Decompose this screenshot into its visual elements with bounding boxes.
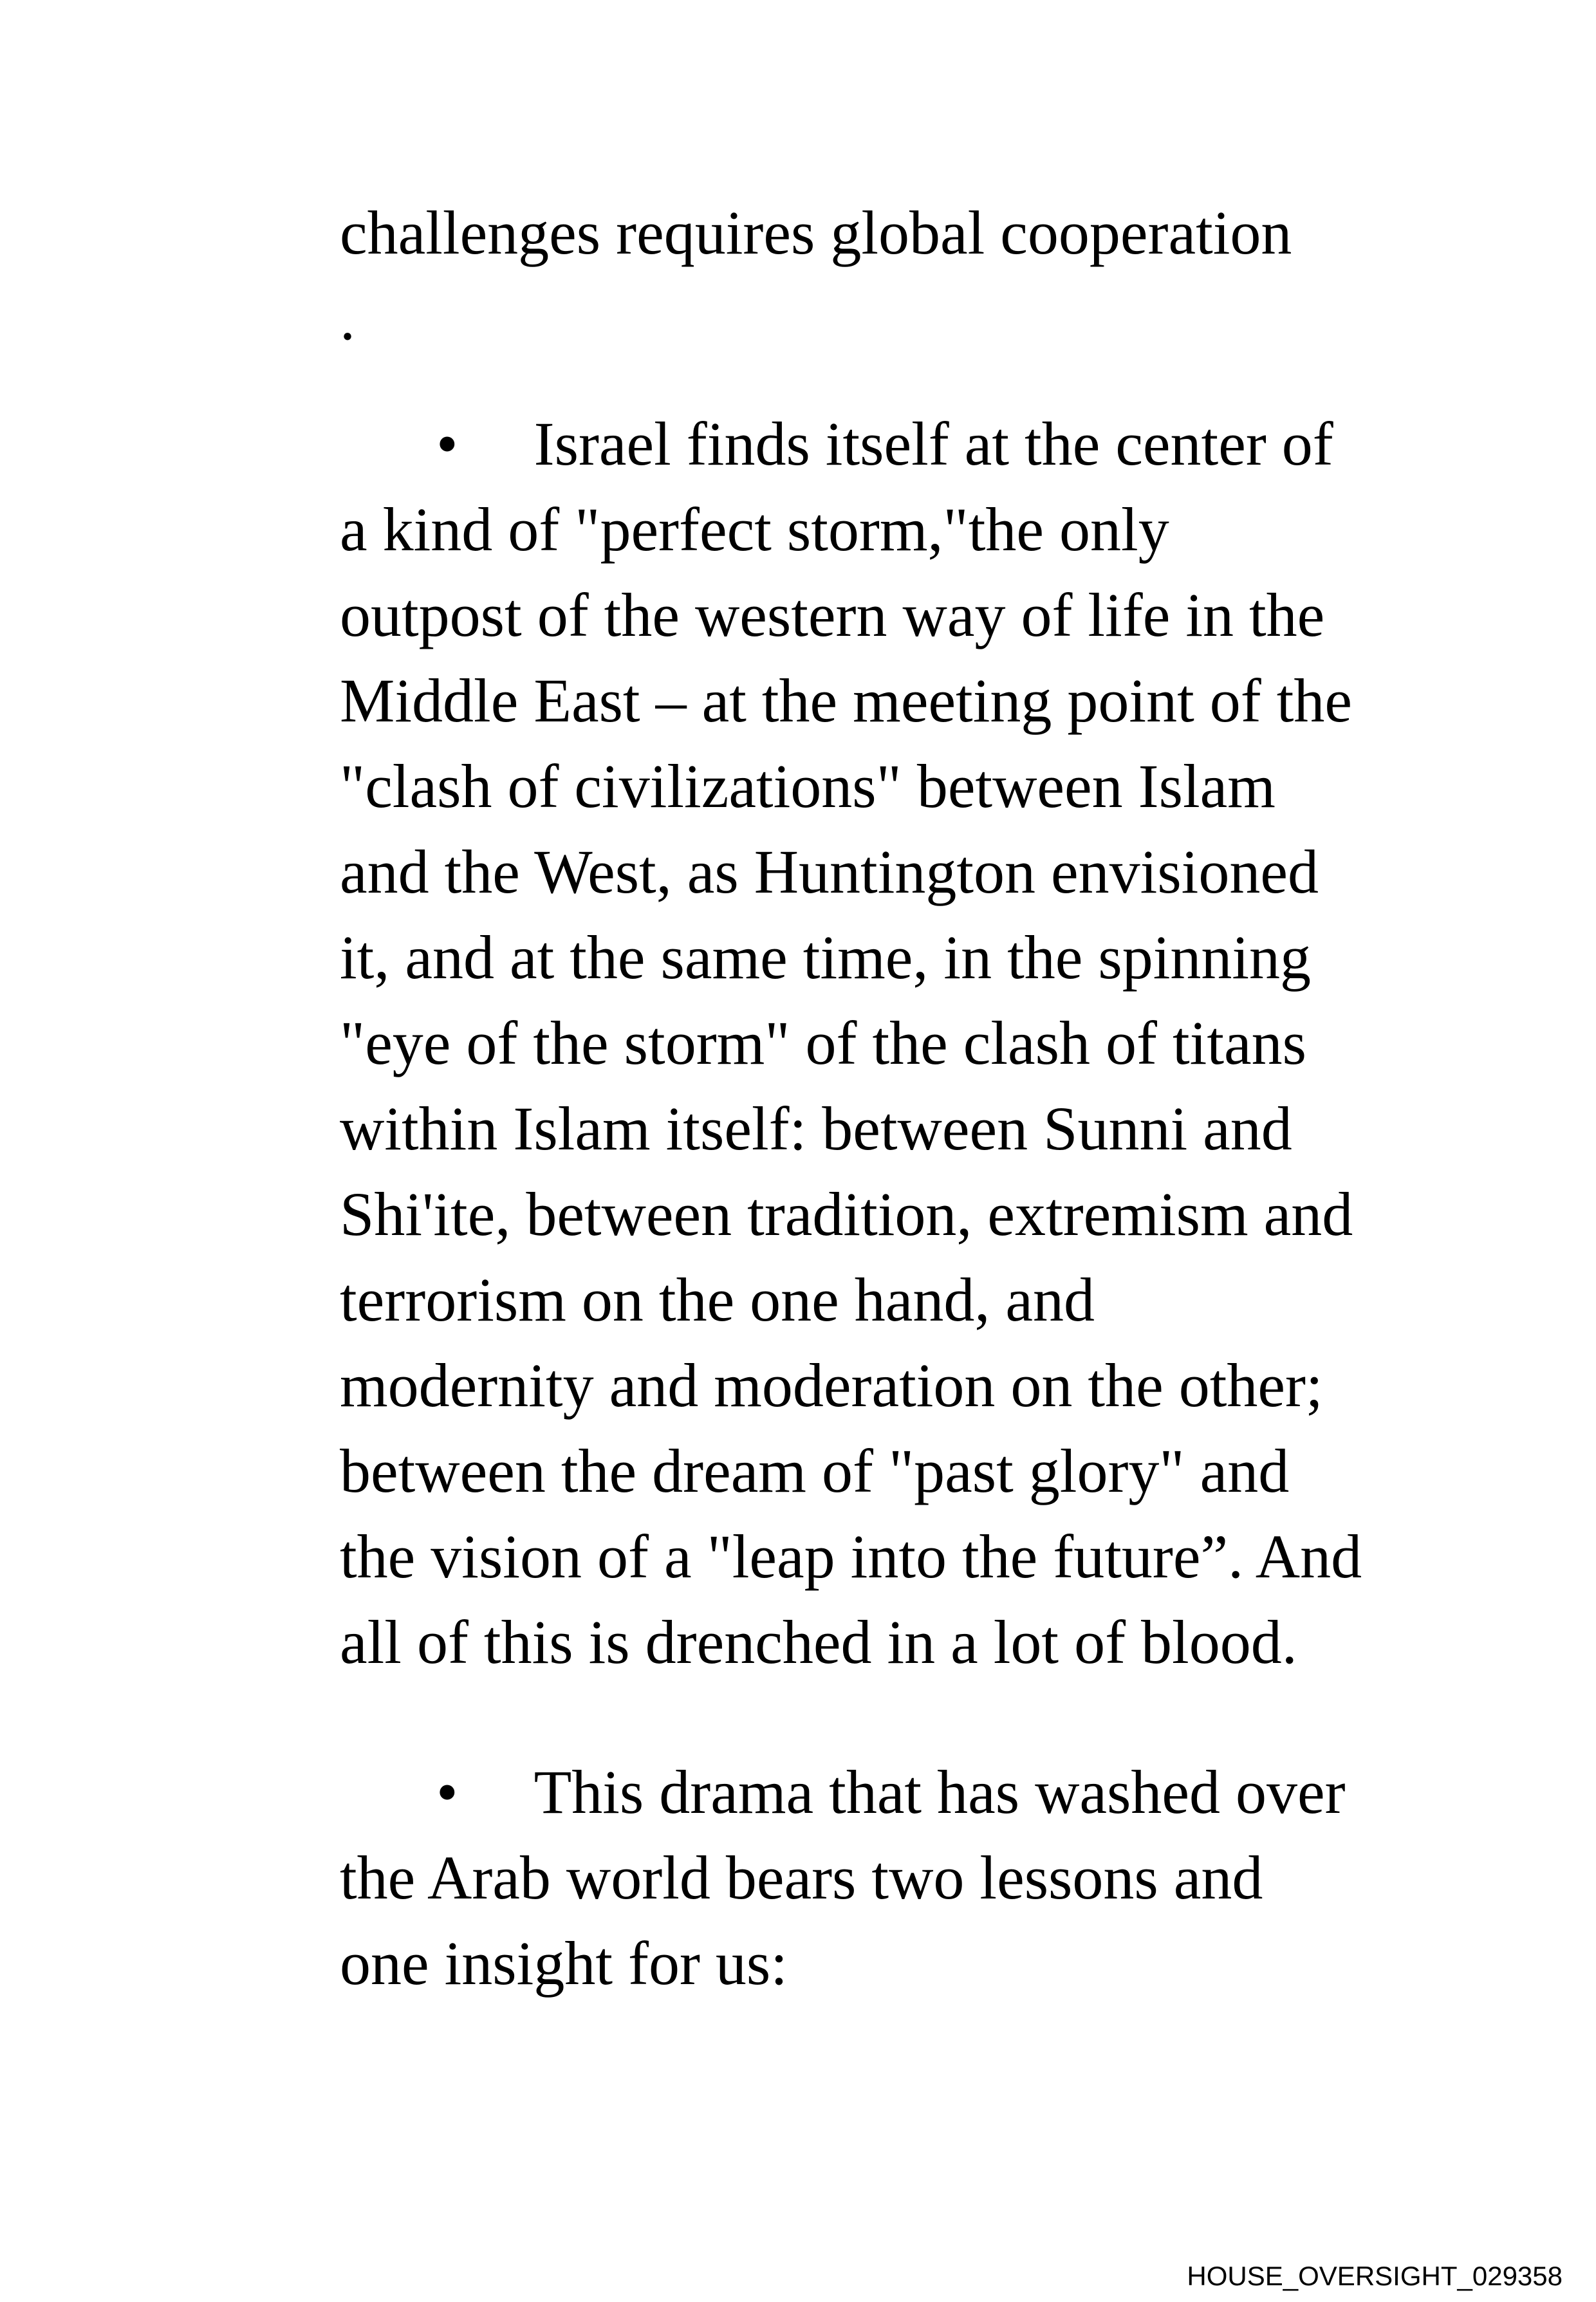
bullet-paragraph-drama [340,1749,1363,2006]
bullet-paragraph-text: This drama that has washed over the Arab world bears two lessons and one insight for us: [340,1758,1346,1998]
bates-number: HOUSE_OVERSIGHT_029358 [1187,2261,1563,2291]
intro-line [340,190,1363,275]
stray-period-line [340,275,1363,361]
bullet-icon: • [436,1758,458,1826]
document-body [340,190,1363,2006]
stray-period-text: . [340,284,355,353]
bullet-paragraph-israel [340,401,1363,1685]
intro-line-text: challenges requires global cooperation [340,198,1292,267]
bullet-icon: • [436,409,458,478]
bullet-paragraph-text: Israel finds itself at the center of a kind of "perfect storm,"the only outpost of the western way of life in the Middle East – at the meeting point of the "clash of civilizations" between Islam and the West, as Huntington envisioned it, and at the same time, in the spinning "eye of the storm" of the clash of titans within Islam itself: between Sunni and Shi'ite, between tradition, extremism and terrorism on the one hand, and modernity and moderation on the other; between the dream of "past glory" and the vision of a "leap into the future”. And all of this is drenched in a lot of blood. [340,409,1362,1676]
